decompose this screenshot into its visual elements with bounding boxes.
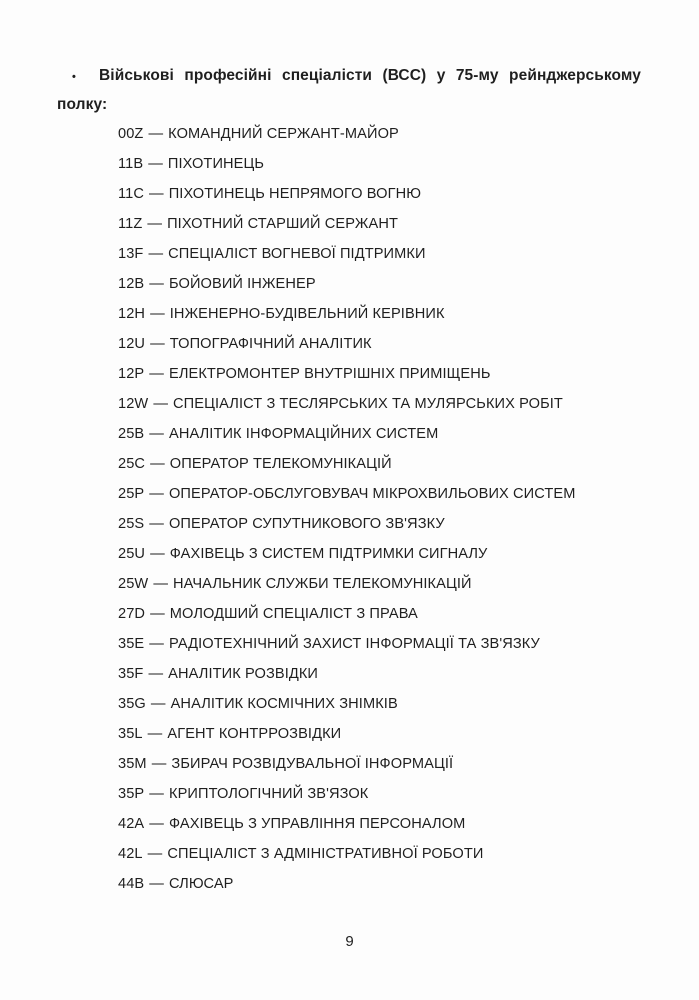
em-dash: —: [147, 846, 163, 862]
em-dash: —: [149, 276, 164, 292]
mos-title: АНАЛІТИК ІНФОРМАЦІЙНИХ СИСТЕМ: [168, 426, 439, 442]
mos-list: [57, 119, 659, 899]
mos-title: СПЕЦІАЛІСТ З АДМІНІСТРАТИВНОЇ РОБОТИ: [167, 846, 484, 862]
mos-title: КРИПТОЛОГІЧНИЙ ЗВ'ЯЗОК: [168, 786, 369, 802]
list-item: [57, 269, 659, 299]
mos-title: СПЕЦІАЛІСТ З ТЕСЛЯРСЬКИХ ТА МУЛЯРСЬКИХ РОБІТ: [173, 396, 563, 412]
em-dash: —: [149, 486, 164, 502]
em-dash: —: [150, 696, 166, 712]
list-item: [57, 779, 659, 809]
em-dash: —: [153, 576, 169, 592]
em-dash: —: [149, 636, 164, 652]
mos-title: НАЧАЛЬНИК СЛУЖБИ ТЕЛЕКОМУНІКАЦІЙ: [173, 576, 472, 592]
list-item: [57, 719, 659, 749]
mos-title: ЗБИРАЧ РОЗВІДУВАЛЬНОЇ ІНФОРМАЦІЇ: [171, 756, 454, 772]
mos-code: 25C: [118, 456, 146, 472]
em-dash: —: [148, 246, 164, 262]
em-dash: —: [149, 426, 164, 442]
mos-title: ОПЕРАТОР ТЕЛЕКОМУНІКАЦІЙ: [169, 456, 392, 472]
mos-code: 42L: [118, 846, 143, 862]
list-item: [57, 539, 659, 569]
em-dash: —: [148, 126, 164, 142]
list-item: [57, 149, 659, 179]
em-dash: —: [149, 186, 164, 202]
em-dash: —: [149, 816, 164, 832]
mos-title: ФАХІВЕЦЬ З УПРАВЛІННЯ ПЕРСОНАЛОМ: [168, 816, 466, 832]
list-item: [57, 239, 659, 269]
em-dash: —: [149, 876, 164, 892]
em-dash: —: [149, 366, 164, 382]
em-dash: —: [147, 726, 163, 742]
mos-code: 12P: [118, 366, 145, 382]
mos-title: ПІХОТНИЙ СТАРШИЙ СЕРЖАНТ: [167, 216, 398, 232]
mos-code: 11Z: [118, 216, 143, 232]
em-dash: —: [149, 516, 164, 532]
mos-title: ОПЕРАТОР-ОБСЛУГОВУВАЧ МІКРОХВИЛЬОВИХ СИСТЕМ: [168, 486, 576, 502]
em-dash: —: [147, 216, 163, 232]
mos-code: 35L: [118, 726, 143, 742]
mos-code: 12U: [118, 336, 146, 352]
mos-code: 42A: [118, 816, 145, 832]
mos-title: ІНЖЕНЕРНО-БУДІВЕЛЬНИЙ КЕРІВНИК: [169, 306, 445, 322]
mos-code: 00Z: [118, 126, 144, 142]
mos-code: 12H: [118, 306, 146, 322]
mos-title: ФАХІВЕЦЬ З СИСТЕМ ПІДТРИМКИ СИГНАЛУ: [169, 546, 488, 562]
mos-title: КОМАНДНИЙ СЕРЖАНТ-МАЙОР: [168, 126, 399, 142]
mos-code: 25B: [118, 426, 145, 442]
mos-code: 27D: [118, 606, 146, 622]
mos-title: ОПЕРАТОР СУПУТНИКОВОГО ЗВ'ЯЗКУ: [168, 516, 445, 532]
mos-title: БОЙОВИЙ ІНЖЕНЕР: [168, 276, 316, 292]
list-item: [57, 509, 659, 539]
em-dash: —: [150, 456, 165, 472]
em-dash: —: [153, 396, 169, 412]
list-item: [57, 869, 659, 899]
mos-code: 25P: [118, 486, 145, 502]
section-heading: [57, 62, 641, 119]
list-item: [57, 389, 659, 419]
mos-code: 35P: [118, 786, 145, 802]
em-dash: —: [150, 336, 165, 352]
list-item: [57, 569, 659, 599]
mos-code: 13F: [118, 246, 144, 262]
list-item: [57, 479, 659, 509]
list-item: [57, 449, 659, 479]
mos-code: 35G: [118, 696, 146, 712]
mos-code: 11B: [118, 156, 144, 172]
page-number: 9: [345, 933, 354, 950]
mos-code: 25S: [118, 516, 145, 532]
mos-code: 44B: [118, 876, 145, 892]
mos-code: 12B: [118, 276, 145, 292]
mos-title: СПЕЦІАЛІСТ ВОГНЕВОЇ ПІДТРИМКИ: [168, 246, 426, 262]
em-dash: —: [150, 546, 165, 562]
mos-title: РАДІОТЕХНІЧНИЙ ЗАХИСТ ІНФОРМАЦІЇ ТА ЗВ'ЯЗКУ: [168, 636, 540, 652]
list-item: [57, 689, 659, 719]
list-item: [57, 359, 659, 389]
list-item: [57, 299, 659, 329]
mos-code: 12W: [118, 396, 149, 412]
em-dash: —: [149, 786, 164, 802]
mos-title: АНАЛІТИК КОСМІЧНИХ ЗНІМКІВ: [170, 696, 398, 712]
em-dash: —: [150, 306, 165, 322]
mos-title: ЕЛЕКТРОМОНТЕР ВНУТРІШНІХ ПРИМІЩЕНЬ: [168, 366, 491, 382]
list-item: [57, 209, 659, 239]
mos-title: ПІХОТИНЕЦЬ: [167, 156, 265, 172]
mos-code: 35M: [118, 756, 147, 772]
list-item: [57, 329, 659, 359]
list-item: [57, 749, 659, 779]
em-dash: —: [148, 156, 163, 172]
mos-code: 11C: [118, 186, 144, 202]
mos-code: 25W: [118, 576, 149, 592]
list-item: [57, 179, 659, 209]
mos-title: СЛЮСАР: [168, 876, 234, 892]
list-item: [57, 659, 659, 689]
em-dash: —: [150, 606, 165, 622]
section-heading-text: Військові професійні спеціалісти (ВСС) у 75-му рейнджерському полку:: [57, 67, 641, 113]
em-dash: —: [148, 666, 164, 682]
mos-title: АНАЛІТИК РОЗВІДКИ: [168, 666, 319, 682]
mos-code: 35F: [118, 666, 144, 682]
bullet-marker: •: [72, 71, 76, 83]
list-item: [57, 629, 659, 659]
em-dash: —: [151, 756, 167, 772]
mos-code: 35E: [118, 636, 145, 652]
mos-title: МОЛОДШИЙ СПЕЦІАЛІСТ З ПРАВА: [169, 606, 418, 622]
mos-title: ПІХОТИНЕЦЬ НЕПРЯМОГО ВОГНЮ: [168, 186, 422, 202]
mos-code: 25U: [118, 546, 146, 562]
list-item: [57, 599, 659, 629]
mos-title: ТОПОГРАФІЧНИЙ АНАЛІТИК: [169, 336, 372, 352]
list-item: [57, 839, 659, 869]
list-item: [57, 419, 659, 449]
list-item: [57, 119, 659, 149]
mos-title: АГЕНТ КОНТРРОЗВІДКИ: [167, 726, 342, 742]
list-item: [57, 809, 659, 839]
